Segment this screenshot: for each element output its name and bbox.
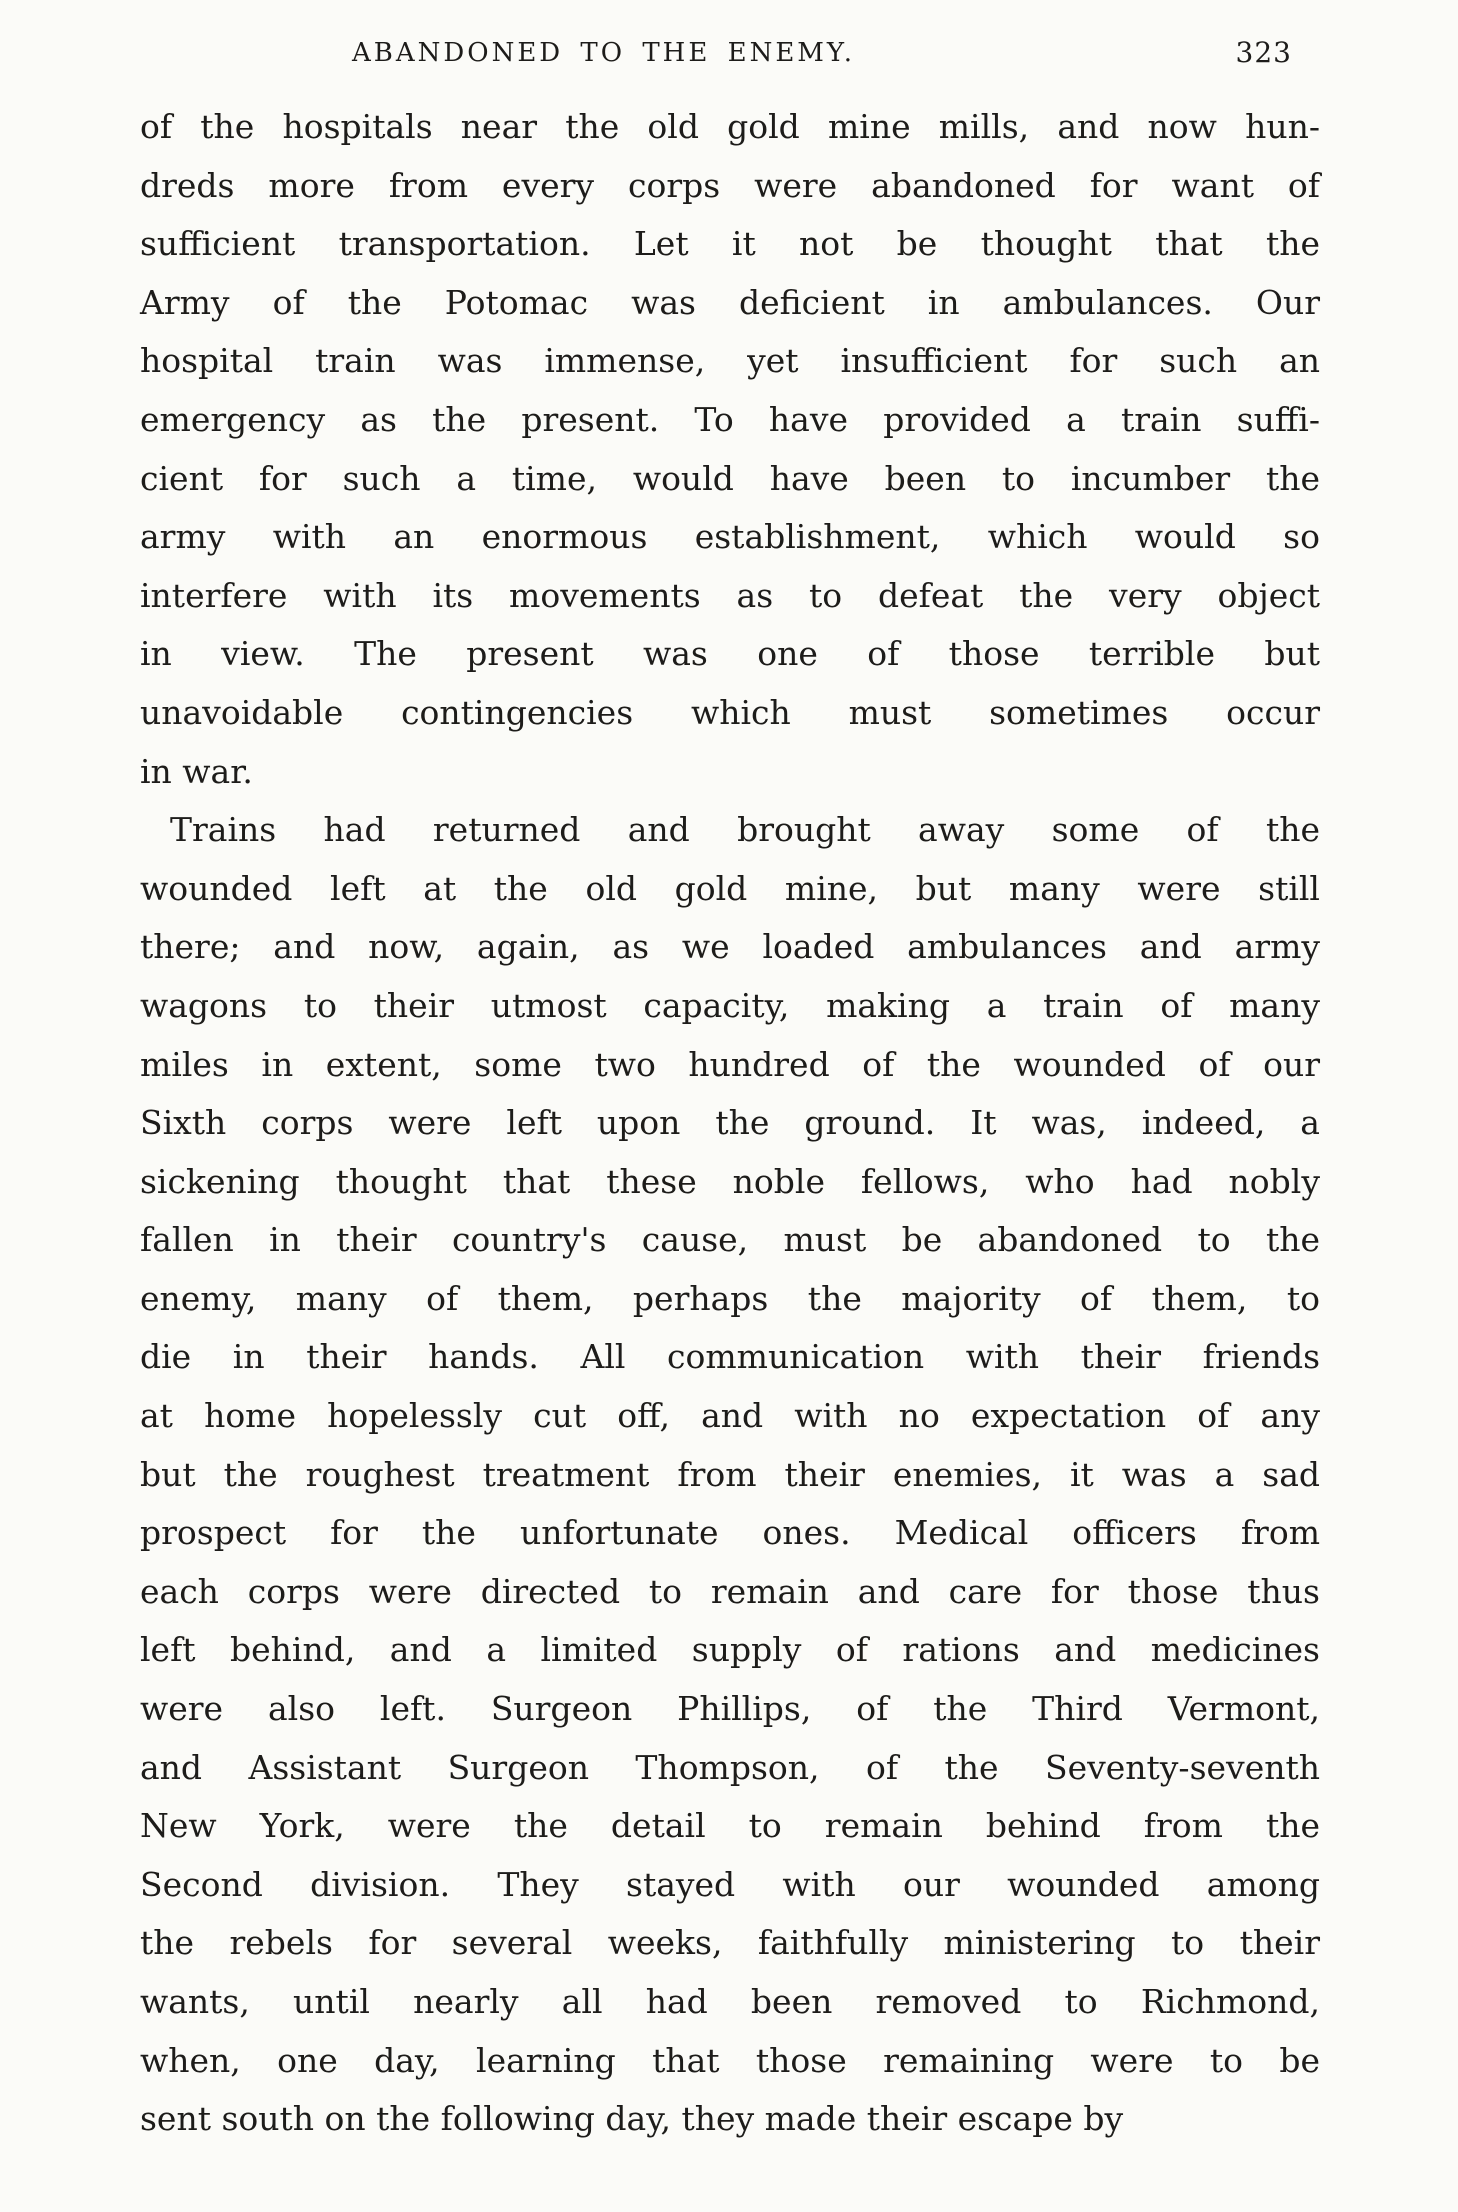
text-line: left behind, and a limited supply of rations and medicines xyxy=(140,1630,1320,1670)
text-line: prospect for the unfortunate ones. Medical officers from xyxy=(140,1513,1320,1553)
text-line: wants, until nearly all had been removed to Richmond, xyxy=(140,1982,1320,2021)
text-line: there; and now, again, as we loaded ambulances and army xyxy=(140,927,1320,967)
text-line: hospital train was immense, yet insufficient for such an xyxy=(140,341,1320,381)
text-line: Sixth corps were left upon the ground. It was, indeed, a xyxy=(140,1103,1320,1143)
text-line: unavoidable contingencies which must sometimes occur xyxy=(140,692,1320,732)
text-line: Army of the Potomac was deficient in ambulances. Our xyxy=(140,282,1320,322)
page-body xyxy=(140,98,1320,2149)
text-line: New York, were the detail to remain behind from the xyxy=(140,1806,1320,1846)
text-line: at home hopelessly cut off, and with no expectation of any xyxy=(140,1396,1320,1436)
text-line: when, one day, learning that those remaining were to be xyxy=(140,2040,1320,2080)
running-header-title: ABANDONED TO THE ENEMY. xyxy=(352,38,855,68)
text-line: wagons to their utmost capacity, making a train of many xyxy=(140,985,1320,1025)
page-number: 323 xyxy=(1235,36,1292,69)
text-line: in war. xyxy=(140,751,253,791)
text-line: the rebels for several weeks, faithfully ministering to their xyxy=(140,1923,1320,1963)
text-line: army with an enormous establishment, which would so xyxy=(140,517,1320,557)
text-line: wounded left at the old gold mine, but many were still xyxy=(140,868,1320,908)
text-line: interfere with its movements as to defeat the very object xyxy=(140,575,1320,615)
text-line: fallen in their country's cause, must be abandoned to the xyxy=(140,1220,1320,1260)
text-line: each corps were directed to remain and care for those thus xyxy=(140,1571,1320,1611)
text-line: in view. The present was one of those terrible but xyxy=(140,634,1320,674)
paragraph xyxy=(140,801,1320,2149)
running-header xyxy=(0,0,1458,100)
text-line: die in their hands. All communication with their friends xyxy=(140,1337,1320,1377)
text-line: and Assistant Surgeon Thompson, of the Seventy-seventh xyxy=(140,1747,1320,1787)
text-line: sent south on the following day, they made their escape by xyxy=(140,2099,1124,2139)
text-line: cient for such a time, would have been to incumber the xyxy=(140,458,1320,498)
text-line: enemy, many of them, perhaps the majority of them, to xyxy=(140,1278,1320,1318)
text-line: dreds more from every corps were abandoned for want of xyxy=(140,165,1320,205)
text-line: were also left. Surgeon Phillips, of the Third Vermont, xyxy=(140,1689,1320,1729)
text-line: sickening thought that these noble fellows, who had nobly xyxy=(140,1161,1320,1201)
text-line: miles in extent, some two hundred of the wounded of our xyxy=(140,1044,1320,1084)
text-line: emergency as the present. To have provided a train suffi- xyxy=(140,399,1320,439)
paragraph xyxy=(140,98,1320,801)
text-line: but the roughest treatment from their enemies, it was a sad xyxy=(140,1454,1320,1494)
text-line: sufficient transportation. Let it not be thought that the xyxy=(140,224,1320,264)
text-line: Second division. They stayed with our wounded among xyxy=(140,1864,1320,1904)
text-line: of the hospitals near the old gold mine mills, and now hun- xyxy=(140,107,1320,146)
text-line: Trains had returned and brought away some of the xyxy=(170,810,1320,850)
